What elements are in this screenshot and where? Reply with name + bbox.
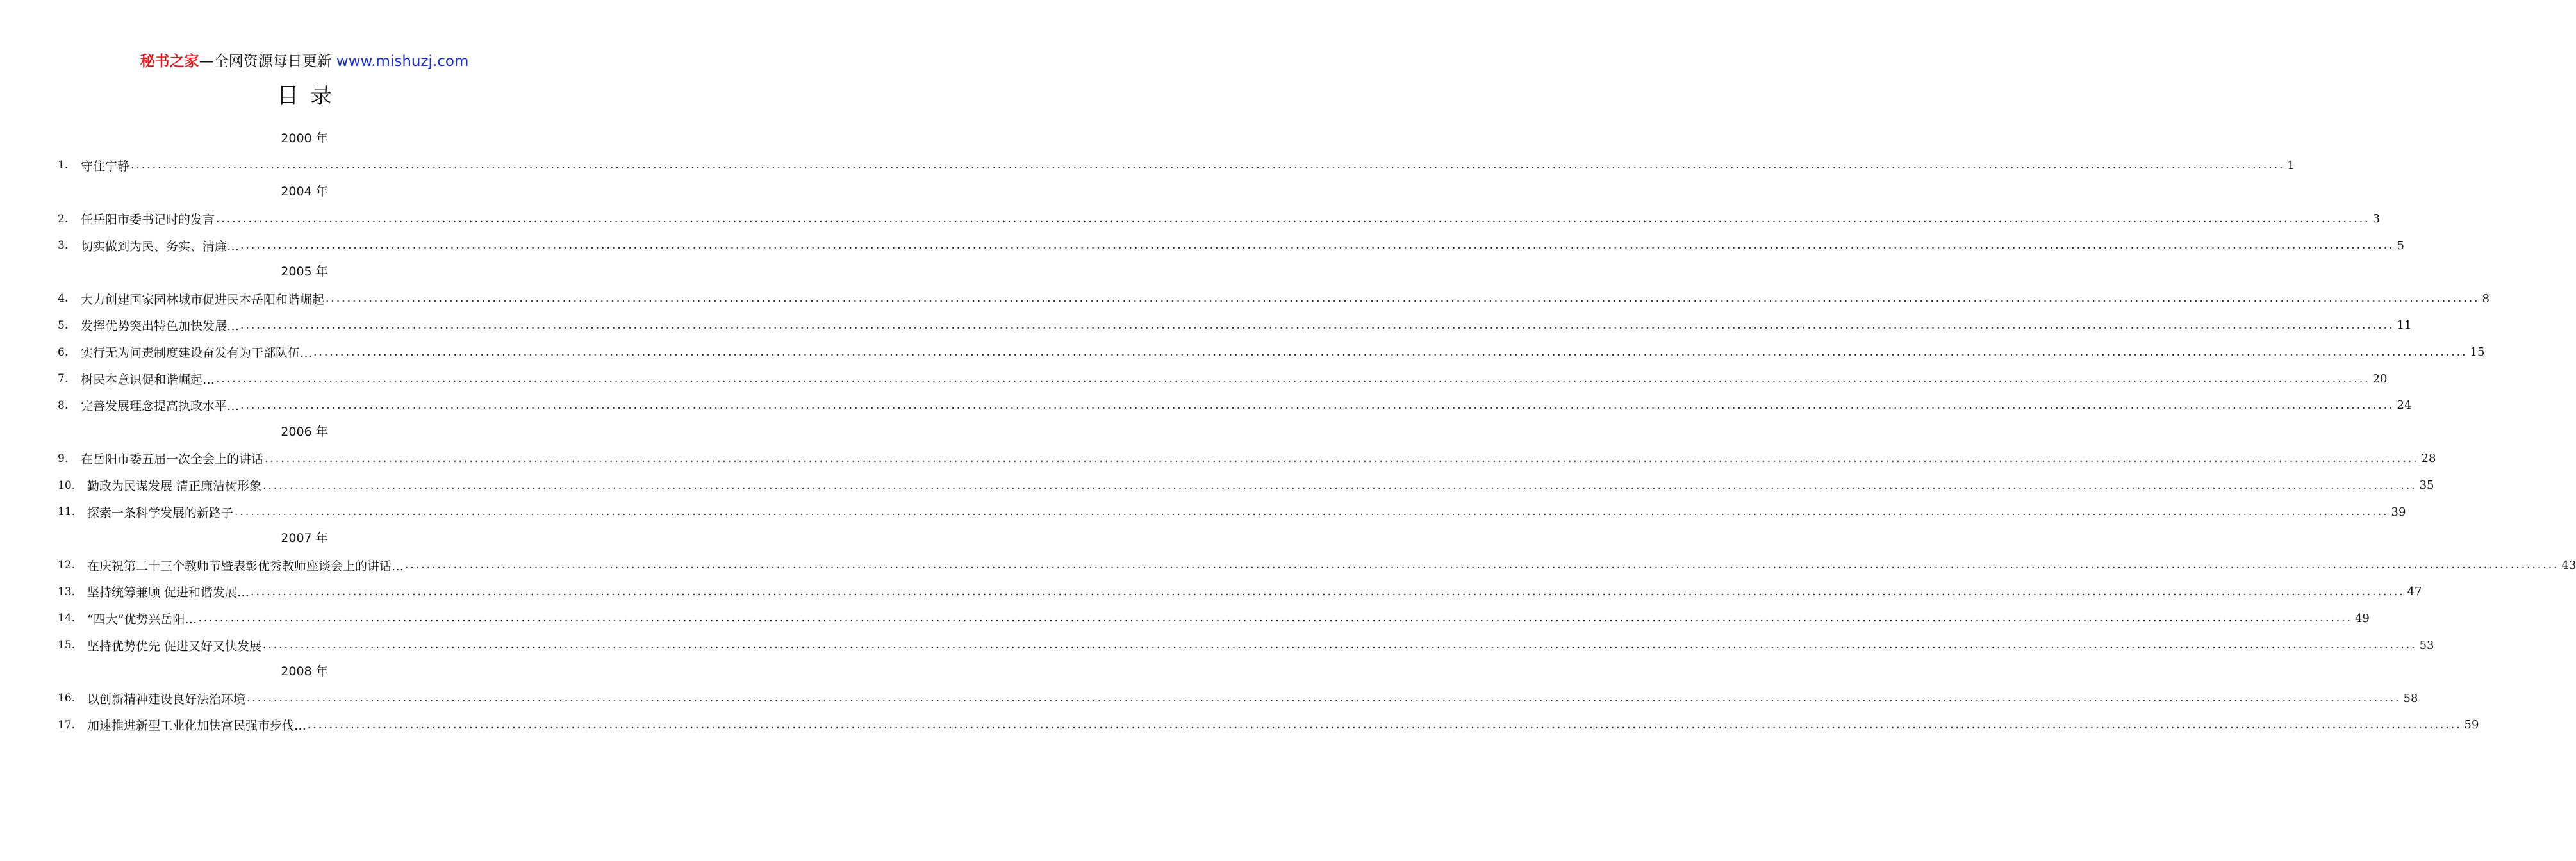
entry-title: 守住宁静 xyxy=(81,159,130,174)
entry-number: 13. xyxy=(58,585,76,598)
entry-number: 5. xyxy=(58,318,69,332)
page-title: 目录 xyxy=(277,83,343,109)
entry-number: 4. xyxy=(58,292,69,306)
year-heading: 2000 年 xyxy=(281,131,328,145)
entry-number: 7. xyxy=(58,372,69,386)
toc-entry[interactable] xyxy=(58,445,2436,472)
entry-number: 16. xyxy=(58,692,76,705)
entry-number: 12. xyxy=(58,559,76,572)
dot-leader: ................................................................................................................................................................................................................................................................................................................................................................................................................ xyxy=(131,159,2285,172)
entry-number: 11. xyxy=(58,505,76,519)
entry-title: 勤政为民谋发展 清正廉洁树形象 xyxy=(87,479,262,494)
year-heading: 2006 年 xyxy=(281,424,328,439)
site-brand: 秘书之家 xyxy=(140,53,199,70)
toc-entry[interactable] xyxy=(58,498,2406,525)
entry-title: 树民本意识促和谐崛起… xyxy=(81,372,215,387)
toc-entry[interactable] xyxy=(58,232,2404,259)
dot-leader: ................................................................................................................................................................................................................................................................................................................................................................................................................ xyxy=(263,479,2417,492)
toc-entry[interactable] xyxy=(58,552,2576,579)
site-tagline: —全网资源每日更新 xyxy=(199,53,336,70)
entry-title: 任岳阳市委书记时的发言 xyxy=(81,213,215,227)
toc-entry[interactable] xyxy=(58,712,2479,739)
entry-page-number: 5 xyxy=(2397,238,2404,252)
entry-title: 大力创建国家园林城市促进民本岳阳和谐崛起 xyxy=(81,292,325,307)
entry-title: 在岳阳市委五届一次全会上的讲话 xyxy=(81,452,264,467)
entry-number: 2. xyxy=(58,212,69,226)
entry-number: 1. xyxy=(58,159,69,172)
year-heading: 2005 年 xyxy=(281,264,328,279)
dot-leader: ................................................................................................................................................................................................................................................................................................................................................................................................................ xyxy=(405,559,2559,572)
toc-entry[interactable] xyxy=(58,206,2380,233)
entry-page-number: 24 xyxy=(2397,398,2412,413)
table-of-contents xyxy=(58,126,2576,739)
entry-page-number: 47 xyxy=(2407,585,2422,599)
entry-title: 切实做到为民、务实、清廉… xyxy=(81,239,240,254)
entry-title: 发挥优势突出特色加快发展… xyxy=(81,319,240,334)
dot-leader: ................................................................................................................................................................................................................................................................................................................................................................................................................ xyxy=(240,318,2395,332)
entry-number: 14. xyxy=(58,612,76,625)
site-url-link[interactable]: www.mishuzj.com xyxy=(336,53,469,70)
dot-leader: ................................................................................................................................................................................................................................................................................................................................................................................................................ xyxy=(216,212,2370,226)
entry-title: “四大”优势兴岳阳… xyxy=(87,612,197,627)
entry-number: 3. xyxy=(58,239,69,252)
entry-page-number: 39 xyxy=(2391,505,2406,519)
dot-leader: ................................................................................................................................................................................................................................................................................................................................................................................................................ xyxy=(308,718,2462,732)
dot-leader: ................................................................................................................................................................................................................................................................................................................................................................................................................ xyxy=(247,692,2401,705)
toc-entry[interactable] xyxy=(58,286,2489,313)
entry-title: 加速推进新型工业化加快富民强市步伐… xyxy=(87,719,307,734)
entry-number: 9. xyxy=(58,452,69,465)
entry-page-number: 58 xyxy=(2403,691,2418,705)
year-heading: 2004 年 xyxy=(281,184,328,199)
site-header xyxy=(0,51,609,72)
toc-entry[interactable] xyxy=(58,685,2418,712)
toc-entry[interactable] xyxy=(58,578,2422,605)
entry-title: 探索一条科学发展的新路子 xyxy=(87,505,234,520)
entry-title: 坚持统筹兼顾 促进和谐发展… xyxy=(87,586,250,600)
dot-leader: ................................................................................................................................................................................................................................................................................................................................................................................................................ xyxy=(240,398,2395,412)
entry-page-number: 20 xyxy=(2372,372,2388,386)
toc-entry[interactable] xyxy=(58,339,2485,366)
entry-number: 17. xyxy=(58,718,76,732)
entry-page-number: 49 xyxy=(2354,611,2370,625)
entry-page-number: 3 xyxy=(2372,212,2380,226)
toc-entry[interactable] xyxy=(58,312,2412,339)
toc-entry[interactable] xyxy=(58,365,2388,392)
entry-number: 10. xyxy=(58,479,76,492)
toc-entry[interactable] xyxy=(58,605,2370,632)
toc-entry[interactable] xyxy=(58,632,2434,659)
entry-page-number: 28 xyxy=(2421,452,2436,466)
toc-entry[interactable] xyxy=(58,152,2295,179)
entry-page-number: 59 xyxy=(2464,718,2479,732)
dot-leader: ................................................................................................................................................................................................................................................................................................................................................................................................................ xyxy=(263,639,2417,652)
entry-title: 在庆祝第二十三个教师节暨表彰优秀教师座谈会上的讲话… xyxy=(87,559,404,573)
dot-leader: ................................................................................................................................................................................................................................................................................................................................................................................................................ xyxy=(198,612,2352,625)
entry-page-number: 53 xyxy=(2419,638,2434,652)
dot-leader: ................................................................................................................................................................................................................................................................................................................................................................................................................ xyxy=(235,505,2389,519)
entry-page-number: 8 xyxy=(2482,291,2489,306)
toc-entry[interactable] xyxy=(58,392,2412,419)
entry-page-number: 1 xyxy=(2287,158,2295,172)
entry-page-number: 43 xyxy=(2561,558,2576,572)
year-heading: 2007 年 xyxy=(281,530,328,545)
entry-title: 完善发展理念提高执政水平… xyxy=(81,399,240,414)
dot-leader: ................................................................................................................................................................................................................................................................................................................................................................................................................ xyxy=(240,239,2395,252)
toc-entry[interactable] xyxy=(58,472,2434,499)
entry-title: 实行无为问责制度建设奋发有为干部队伍… xyxy=(81,346,313,361)
entry-title: 以创新精神建设良好法治环境 xyxy=(87,692,246,707)
entry-number: 8. xyxy=(58,398,69,412)
entry-number: 15. xyxy=(58,639,76,652)
entry-page-number: 15 xyxy=(2470,345,2485,359)
entry-page-number: 11 xyxy=(2397,318,2412,332)
dot-leader: ................................................................................................................................................................................................................................................................................................................................................................................................................ xyxy=(265,452,2419,465)
dot-leader: ................................................................................................................................................................................................................................................................................................................................................................................................................ xyxy=(326,292,2480,306)
dot-leader: ................................................................................................................................................................................................................................................................................................................................................................................................................ xyxy=(313,345,2468,359)
entry-title: 坚持优势优先 促进又好又快发展 xyxy=(87,639,262,653)
dot-leader: ................................................................................................................................................................................................................................................................................................................................................................................................................ xyxy=(216,372,2370,386)
year-heading: 2008 年 xyxy=(281,664,328,678)
entry-number: 6. xyxy=(58,345,69,359)
dot-leader: ................................................................................................................................................................................................................................................................................................................................................................................................................ xyxy=(251,585,2405,598)
entry-page-number: 35 xyxy=(2419,479,2434,493)
